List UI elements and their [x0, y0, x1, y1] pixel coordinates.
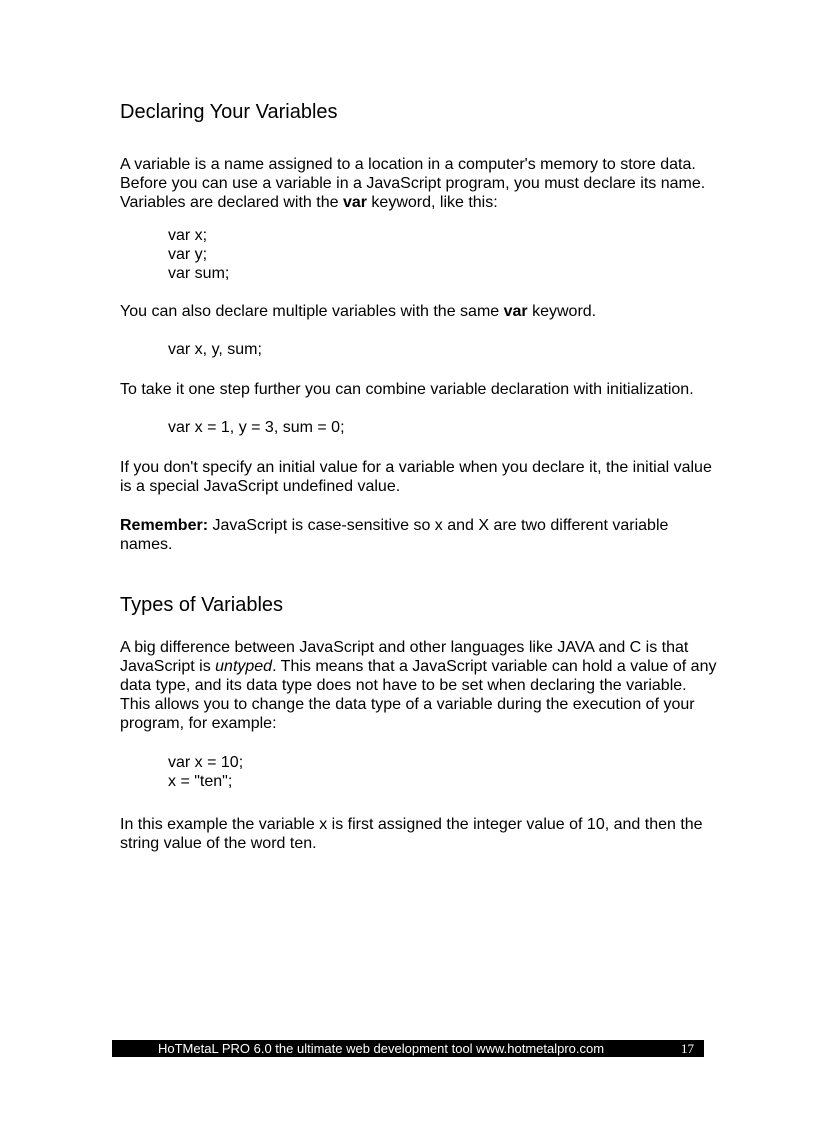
paragraph-text: A big difference between JavaScript and other languages like JAVA and C is that JavaScript is: [120, 639, 689, 675]
page-number: 17: [681, 1041, 694, 1056]
paragraph-remember-note: [120, 516, 720, 554]
code-line: x = "ten";: [168, 773, 233, 790]
code-block-declarations: [168, 226, 229, 283]
keyword-var: var: [503, 303, 528, 320]
section-heading-types-of-variables: Types of Variables: [120, 594, 284, 616]
paragraph-text: keyword, like this:: [366, 194, 498, 211]
paragraph-text: keyword.: [527, 303, 597, 320]
paragraph-text: You can also declare multiple variables with the same: [120, 303, 504, 320]
code-line: var x, y, sum;: [168, 341, 262, 358]
footer-text: HoTMetaL PRO 6.0 the ultimate web development tool www.hotmetalpro.com: [158, 1041, 605, 1056]
code-block-retyping: [168, 753, 243, 791]
code-line: var x = 1, y = 3, sum = 0;: [168, 419, 345, 436]
paragraph-text: JavaScript is case-sensitive so x and X are two different variable names.: [120, 517, 669, 553]
code-line: var x = 10;: [168, 754, 244, 771]
remember-label: Remember:: [120, 517, 209, 534]
code-line: var x;: [168, 227, 208, 244]
page-footer: [112, 1040, 704, 1057]
paragraph-untyped: [120, 638, 720, 733]
paragraph-undefined-value: If you don't specify an initial value for a variable when you declare it, the initial value is a special JavaScript undefined value.: [120, 459, 712, 495]
paragraph-variable-definition: [120, 155, 720, 212]
code-block-multiple: [168, 340, 262, 359]
paragraph-example-explanation: In this example the variable x is first assigned the integer value of 10, and then the string value of the word ten.: [120, 816, 703, 852]
code-block-initialization: [168, 418, 345, 437]
keyword-var: var: [342, 194, 367, 211]
paragraph-text: . This means that a JavaScript variable can hold a value of any data type, and its data type does not have to be set when declaring the variable. This allows you to change the data type of a variable during the execution of your program, for example:: [120, 658, 717, 732]
code-line: var y;: [168, 246, 208, 263]
code-line: var sum;: [168, 265, 230, 282]
paragraph-initialization: To take it one step further you can combine variable declaration with initialization.: [120, 381, 694, 398]
paragraph-multiple-variables: [120, 302, 720, 321]
paragraph-text: A variable is a name assigned to a location in a computer's memory to store data. Before you can use a variable in a JavaScript program, you must declare its name. Variables are declared with the: [120, 156, 706, 211]
section-heading-declaring-variables: Declaring Your Variables: [120, 101, 338, 123]
emphasis-untyped: untyped: [215, 658, 273, 675]
